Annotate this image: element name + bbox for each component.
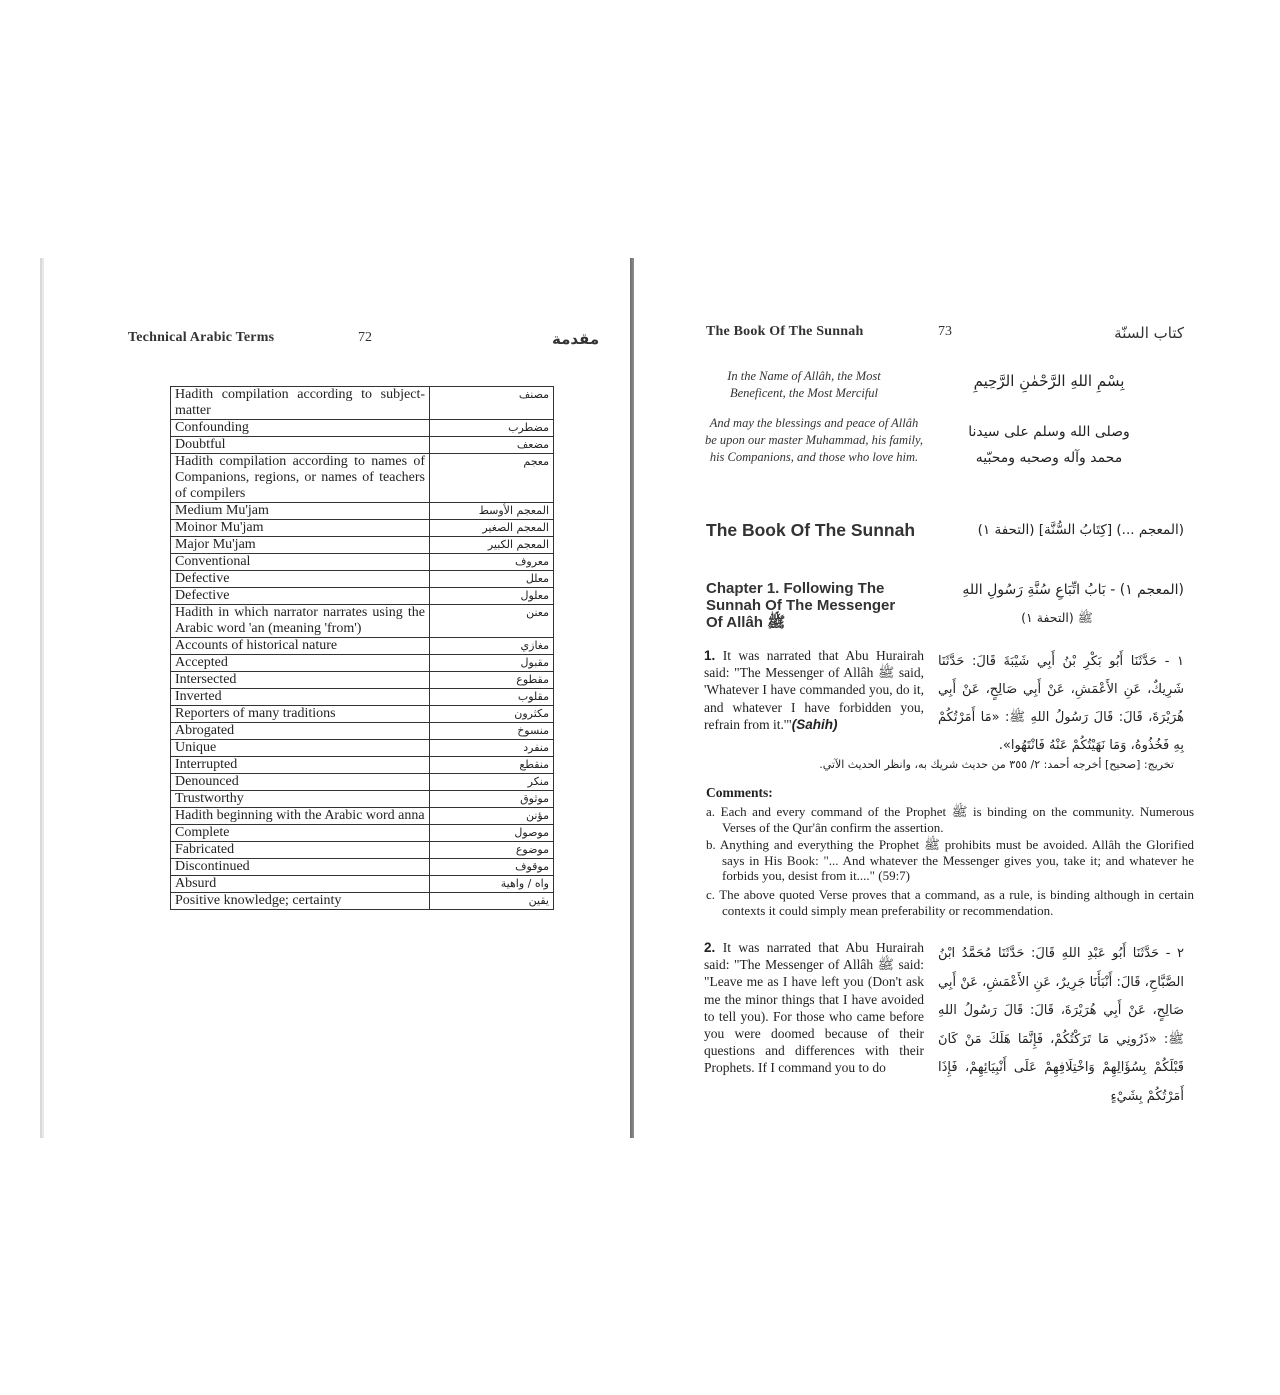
basmala-arabic: بِسْمِ اللهِ الرَّحْمٰنِ الرَّحِيمِ	[973, 372, 1125, 390]
term-english: Positive knowledge; certainty	[171, 893, 430, 910]
term-row	[171, 554, 554, 571]
hadith-1-number: 1.	[704, 648, 716, 663]
term-english: Hadith compilation according to subject-matter	[171, 387, 430, 420]
term-english: Trustworthy	[171, 791, 430, 808]
term-arabic: معلول	[430, 588, 554, 605]
hadith-2-english	[704, 939, 924, 1077]
term-arabic: مكثرون	[430, 706, 554, 723]
term-english: Complete	[171, 825, 430, 842]
term-english: Hadith compilation according to names of Companions, regions, or names of teachers of compilers	[171, 454, 430, 503]
term-arabic: المعجم الأوسط	[430, 503, 554, 520]
term-english: Defective	[171, 588, 430, 605]
term-arabic: مغازي	[430, 638, 554, 655]
term-row	[171, 706, 554, 723]
hadith-2-text: It was narrated that Abu Hurairah said: "The Messenger of Allâh ﷺ said: "Leave me as I have left you (Don't ask me the minor things that I have avoided to tell you). For those who came before you were doomed because of their questions and differences with their Prophets. If I command you to do	[704, 940, 925, 1076]
term-arabic: معنن	[430, 605, 554, 638]
term-row	[171, 723, 554, 740]
term-arabic: موثوق	[430, 791, 554, 808]
takhrij-note: تخريج: [صحيح] أخرجه أحمد: ٢/ ٣٥٥ من حديث شريك به، وانظر الحديث الآتي.	[819, 758, 1174, 771]
term-arabic: مقطوع	[430, 672, 554, 689]
chapter-title-arabic-line2: ﷺ (التحفة ١)	[1021, 610, 1093, 625]
blessing-english: And may the blessings and peace of Allâh be upon our master Muhammad, his family, his Companions, and those who love him.	[704, 416, 924, 464]
term-arabic: مضطرب	[430, 420, 554, 437]
term-arabic: المعجم الكبير	[430, 537, 554, 554]
term-row	[171, 876, 554, 893]
term-arabic: واه / واهية	[430, 876, 554, 893]
left-header-arabic: مقدمة	[552, 330, 600, 348]
term-english: Accounts of historical nature	[171, 638, 430, 655]
term-row	[171, 387, 554, 420]
term-english: Reporters of many traditions	[171, 706, 430, 723]
term-arabic: منسوخ	[430, 723, 554, 740]
term-arabic: منقطع	[430, 757, 554, 774]
term-row	[171, 605, 554, 638]
book-title-arabic: (المعجم ...) [كِتَابُ السُّنَّة] (التحفة ١)	[977, 522, 1184, 538]
hadith-2-number: 2.	[704, 940, 716, 955]
right-page-number: 73	[938, 324, 952, 339]
term-row	[171, 791, 554, 808]
term-arabic: مؤنن	[430, 808, 554, 825]
term-arabic: موقوف	[430, 859, 554, 876]
right-header-arabic: كتاب السنّة	[1114, 324, 1184, 342]
term-row	[171, 655, 554, 672]
right-header-title: The Book Of The Sunnah	[706, 324, 864, 339]
hadith-2-arabic: ٢ - حَدَّثَنَا أَبُو عَبْدِ اللهِ قَالَ: حَدَّثَنَا مُحَمَّدُ ابْنُ الصَّبَّاحِ، قَالَ: أَنْبَأَنَا جَرِيرٌ، عَنِ الأَعْمَشِ، عَنْ أَبِي صَالِحٍ، عَنْ أَبِي هُرَيْرَةَ، قَالَ: قَالَ رَسُولُ اللهِ ﷺ: «ذَرُونِي مَا تَرَكْتُكُمْ، فَإِنَّمَا هَلَكَ مَنْ كَانَ قَبْلَكُمْ بِسُؤَالِهِمْ وَاخْتِلَافِهِمْ عَلَى أَنْبِيَائِهِمْ، فَإِذَا أَمَرْتُكُمْ بِشَيْءٍ	[938, 946, 1184, 1104]
term-english: Intersected	[171, 672, 430, 689]
term-row	[171, 672, 554, 689]
term-row	[171, 740, 554, 757]
term-english: Doubtful	[171, 437, 430, 454]
comments-label: Comments:	[706, 785, 773, 800]
term-row	[171, 571, 554, 588]
basmala-english: In the Name of Allâh, the Most Beneficent, the Most Merciful	[727, 369, 881, 400]
term-row	[171, 757, 554, 774]
chapter-title-arabic-line1: (المعجم ١) - بَابُ اتِّبَاعِ سُنَّةِ رَسُولِ اللهِ	[962, 582, 1184, 598]
term-english: Hadith beginning with the Arabic word anna	[171, 808, 430, 825]
comment-b: b. Anything and everything the Prophet ﷺ prohibits must be avoided. Allâh the Glorified says in His Book: "... And whatever the Messenger gives you, take it; and whatever he forbids you, desist from it...." (59:7)	[706, 837, 1194, 883]
term-row	[171, 842, 554, 859]
term-english: Confounding	[171, 420, 430, 437]
term-arabic: مقلوب	[430, 689, 554, 706]
hadith-1-arabic: ١ - حَدَّثَنَا أَبُو بَكْرِ بْنُ أَبِي شَيْبَةَ قَالَ: حَدَّثَنَا شَرِيكٌ، عَنِ الأَعْمَشِ، عَنْ أَبِي صَالِحٍ، عَنْ أَبِي هُرَيْرَةَ، قَالَ: قَالَ رَسُولُ اللهِ ﷺ: «مَا أَمَرْتُكُمْ بِهِ فَخُذُوهُ، وَمَا نَهَيْتُكُمْ عَنْهُ فَانْتَهُوا».	[938, 654, 1184, 753]
term-row	[171, 437, 554, 454]
term-row	[171, 520, 554, 537]
term-row	[171, 689, 554, 706]
term-arabic: المعجم الصغير	[430, 520, 554, 537]
term-arabic: مضعف	[430, 437, 554, 454]
term-arabic: مصنف	[430, 387, 554, 420]
left-page	[42, 258, 634, 1138]
right-page	[634, 258, 1200, 1138]
term-row	[171, 420, 554, 437]
left-page-number: 72	[358, 330, 372, 345]
term-row	[171, 537, 554, 554]
term-row	[171, 503, 554, 520]
term-row	[171, 859, 554, 876]
term-arabic: معروف	[430, 554, 554, 571]
term-english: Medium Mu'jam	[171, 503, 430, 520]
hadith-1-text: It was narrated that Abu Hurairah said: "The Messenger of Allâh ﷺ said, 'Whatever I have commanded you, do it, and whatever I have forbidden you, refrain from it.'"	[704, 648, 925, 732]
term-english: Defective	[171, 571, 430, 588]
term-english: Unique	[171, 740, 430, 757]
term-english: Accepted	[171, 655, 430, 672]
comment-a: a. Each and every command of the Prophet ﷺ is binding on the community. Numerous Verses of the Qur'ân confirm the assertion.	[706, 804, 1194, 835]
term-english: Absurd	[171, 876, 430, 893]
term-english: Hadith in which narrator narrates using the Arabic word 'an (meaning 'from')	[171, 605, 430, 638]
comment-c: c. The above quoted Verse proves that a command, as a rule, is binding although in certain contexts it could simply mean preferability or recommendation.	[706, 887, 1195, 918]
term-english: Conventional	[171, 554, 430, 571]
term-arabic: موضوع	[430, 842, 554, 859]
term-english: Inverted	[171, 689, 430, 706]
blessing-arabic-line2: محمد وآله وصحبه ومحبّيه	[975, 450, 1123, 466]
term-row	[171, 825, 554, 842]
term-english: Fabricated	[171, 842, 430, 859]
term-arabic: معجم	[430, 454, 554, 503]
term-row	[171, 588, 554, 605]
term-row	[171, 638, 554, 655]
term-arabic: معلل	[430, 571, 554, 588]
chapter-title: Chapter 1. Following The Sunnah Of The Messenger Of Allâh ﷺ	[706, 580, 896, 631]
term-row	[171, 774, 554, 791]
term-row	[171, 808, 554, 825]
term-english: Interrupted	[171, 757, 430, 774]
term-english: Abrogated	[171, 723, 430, 740]
term-arabic: منكر	[430, 774, 554, 791]
hadith-1-english	[704, 647, 924, 733]
book-title: The Book Of The Sunnah	[706, 520, 916, 540]
term-arabic: موصول	[430, 825, 554, 842]
term-arabic: يقين	[430, 893, 554, 910]
term-english: Denounced	[171, 774, 430, 791]
terms-table	[170, 386, 554, 910]
term-arabic: مقبول	[430, 655, 554, 672]
term-english: Major Mu'jam	[171, 537, 430, 554]
blessing-arabic-line1: وصلى الله وسلم على سيدنا	[968, 424, 1130, 440]
term-english: Discontinued	[171, 859, 430, 876]
term-arabic: منفرد	[430, 740, 554, 757]
term-english: Moinor Mu'jam	[171, 520, 430, 537]
hadith-1-grade: (Sahih)	[791, 716, 838, 732]
term-row	[171, 454, 554, 503]
term-row	[171, 893, 554, 910]
left-header-title: Technical Arabic Terms	[128, 330, 275, 345]
